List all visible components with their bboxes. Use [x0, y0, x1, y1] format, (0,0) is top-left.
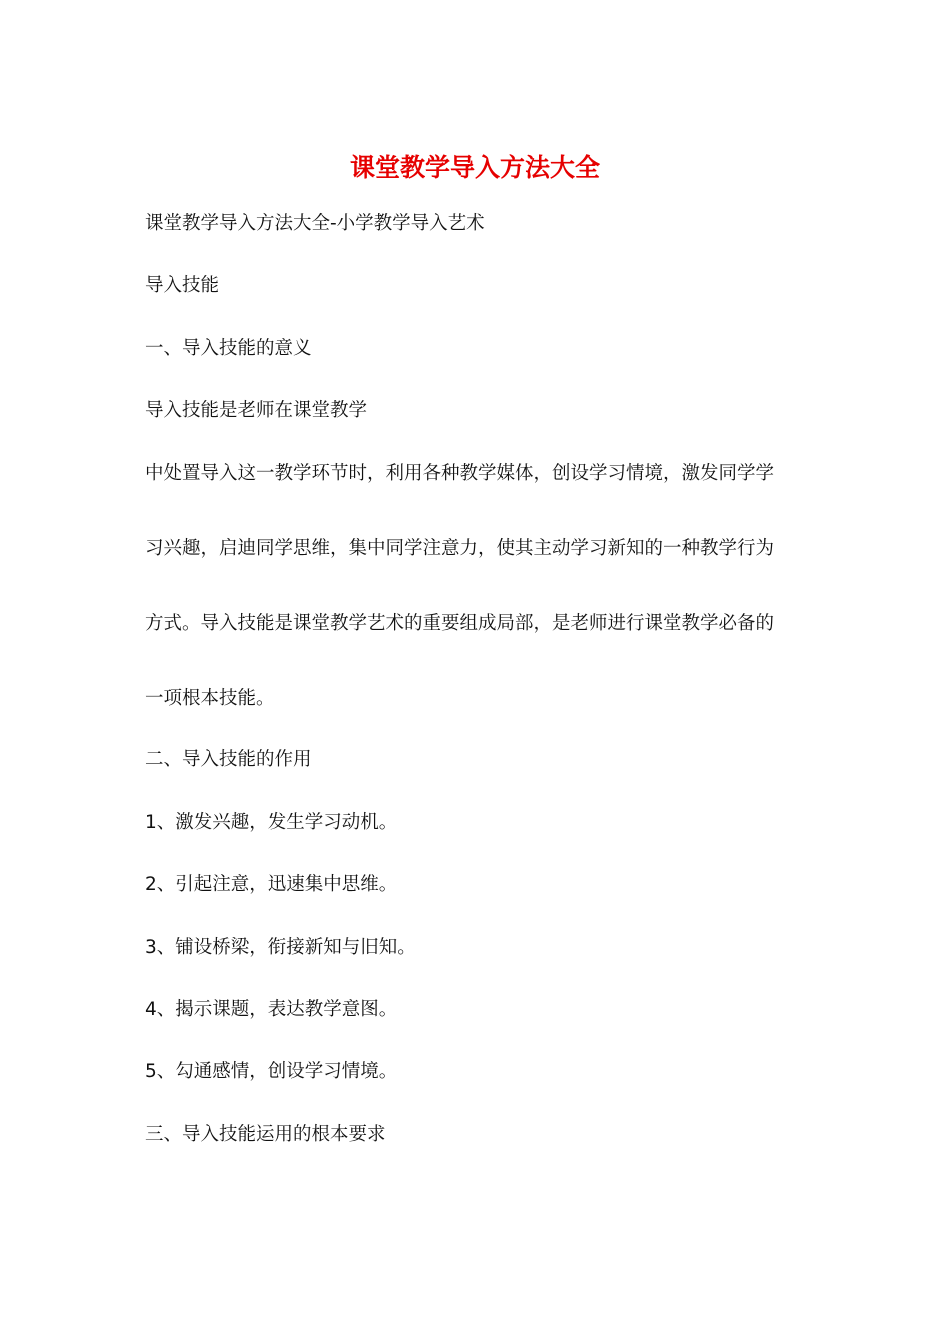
paragraph-line: 一项根本技能。: [145, 688, 275, 709]
section-heading: 一、导入技能的意义: [145, 338, 312, 359]
list-item: 3、铺设桥梁，衔接新知与旧知。: [145, 937, 416, 958]
subtitle-line: 课堂教学导入方法大全-小学教学导入艺术: [145, 213, 485, 234]
list-item: 5、勾通感情，创设学习情境。: [145, 1061, 398, 1082]
document-title: 课堂教学导入方法大全: [349, 153, 600, 182]
paragraph-line: 习兴趣，启迪同学思维，集中同学注意力，使其主动学习新知的一种教学行为: [145, 538, 775, 559]
section-heading: 导入技能: [145, 275, 220, 296]
section-heading: 二、导入技能的作用: [145, 749, 312, 770]
list-item: 1、激发兴趣，发生学习动机。: [145, 812, 398, 833]
list-item: 2、引起注意，迅速集中思维。: [145, 874, 398, 895]
paragraph-line: 中处置导入这一教学环节时，利用各种教学媒体，创设学习情境，激发同学学: [145, 463, 775, 484]
list-item: 4、揭示课题，表达教学意图。: [145, 999, 398, 1020]
paragraph-line: 导入技能是老师在课堂教学: [145, 400, 368, 421]
section-heading: 三、导入技能运用的根本要求: [145, 1124, 386, 1145]
paragraph-line: 方式。导入技能是课堂教学艺术的重要组成局部，是老师进行课堂教学必备的: [145, 613, 775, 634]
